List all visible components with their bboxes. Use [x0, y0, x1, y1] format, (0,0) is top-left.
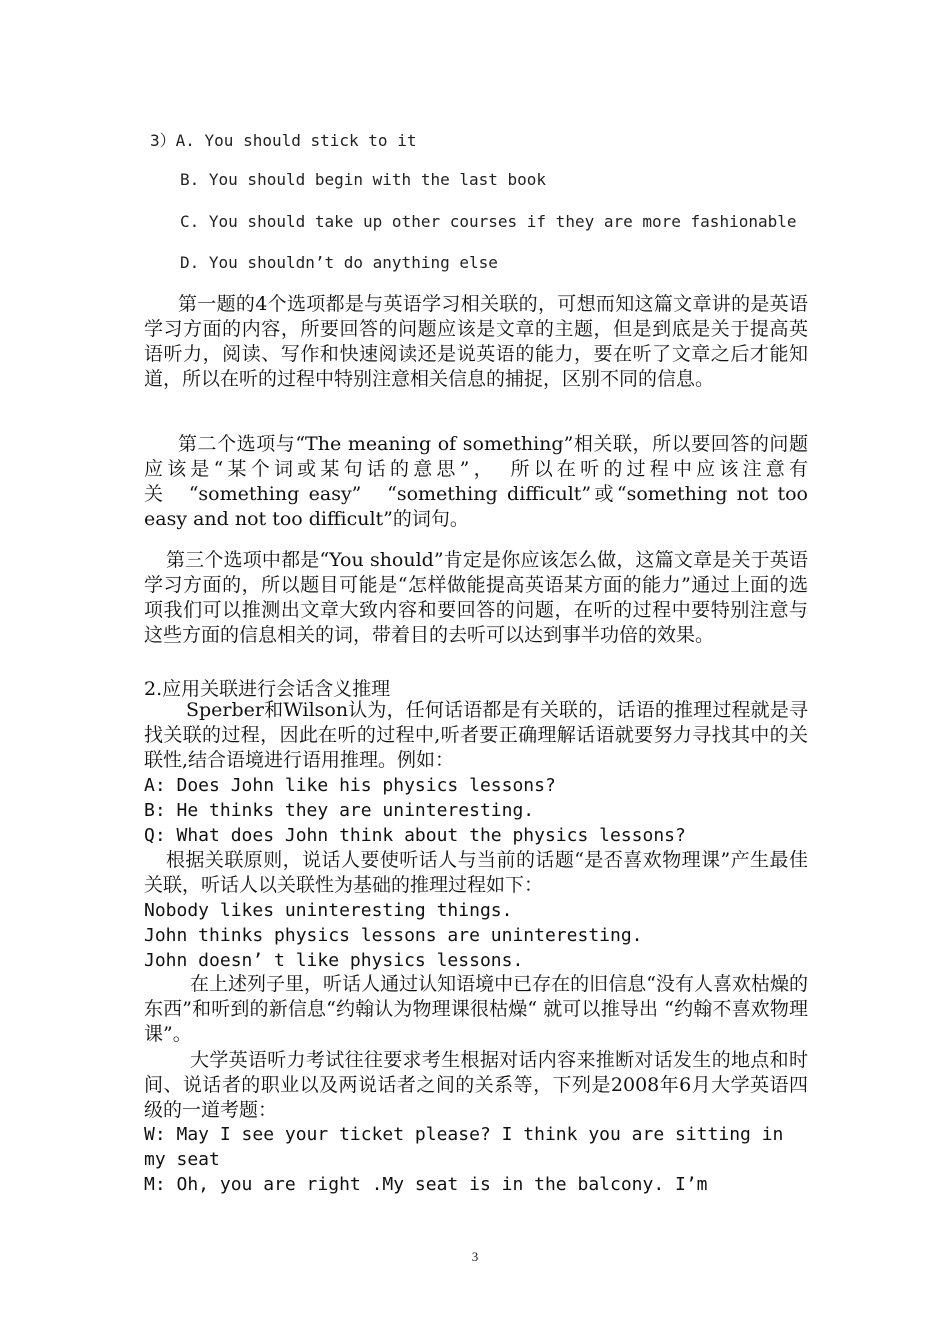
dialogue-b: B: He thinks they are uninteresting. [144, 800, 535, 821]
option-3a: 3）A. You should stick to it [150, 131, 417, 150]
option-3b: B. You should begin with the last book [180, 170, 547, 189]
paragraph-1: 第一题的4个选项都是与英语学习相关联的，可想而知这篇文章讲的是英语学习方面的内容，所要回答的问题应该是文章的主题，但是到底是关于提高英语听力，阅读、写作和快速阅读还是说英语的能力，要在听了文章之后才能知道，所以在听的过程中特别注意相关信息的捕捉，区别不同的信息。 [144, 293, 808, 390]
paragraph-7: 大学英语听力考试往往要求考生根据对话内容来推断对话发生的地点和时间、说话者的职业以及两说话者之间的关系等，下列是2008年6月大学英语四级的一道考题： [144, 1049, 808, 1121]
dialogue-a: A: Does John like his physics lessons? [144, 775, 556, 796]
inference-line-2: John thinks physics lessons are uninteresting. [144, 925, 643, 946]
paragraph-4: Sperber和Wilson认为，任何话语都是有关联的，话语的推理过程就是寻找关联的过程，因此在听的过程中,听者要正确理解话语就要努力寻找其中的关联性,结合语境进行语用推理。例如： [144, 699, 808, 771]
option-3c: C. You should take up other courses if they are more fashionable [180, 212, 797, 231]
inference-line-3: John doesn’ t like physics lessons. [144, 950, 524, 971]
dialogue-q: Q: What does John think about the physics lessons? [144, 825, 686, 846]
inference-line-1: Nobody likes uninteresting things. [144, 900, 513, 921]
paragraph-6: 在上述列子里，听话人通过认知语境中已存在的旧信息“没有人喜欢枯燥的东西”和听到的新信息“约翰认为物理课很枯燥“ 就可以推导出 “约翰不喜欢物理课”。 [144, 973, 808, 1045]
section-heading: 2.应用关联进行会话含义推理 [144, 678, 391, 700]
paragraph-8: W: May I see your ticket please? I think you are sitting in my seat [144, 1124, 784, 1170]
page-number: 3 [471, 1249, 479, 1264]
paragraph-2: 第二个选项与“The meaning of something”相关联，所以要回答的问题应该是“某个词或某句话的意思”， 所以在听的过程中应该注意有关 “something easy” “something difficult”或“something not too easy and not too difficult”的词句。 [144, 433, 808, 530]
paragraph-5: 根据关联原则，说话人要使听话人与当前的话题“是否喜欢物理课”产生最佳关联，听话人以关联性为基础的推理过程如下： [144, 849, 808, 896]
dialogue-m-line: M: Oh, you are right .My seat is in the balcony. I’m [144, 1174, 708, 1195]
option-3d: D. You shouldn’t do anything else [180, 253, 498, 272]
paragraph-3: 第三个选项中都是“You should”肯定是你应该怎么做，这篇文章是关于英语学习方面的，所以题目可能是“怎样做能提高英语某方面的能力”通过上面的选项我们可以推测出文章大致内容和要回答的问题，在听的过程中要特别注意与这些方面的信息相关的词，带着目的去听可以达到事半功倍的效果。 [144, 549, 808, 646]
